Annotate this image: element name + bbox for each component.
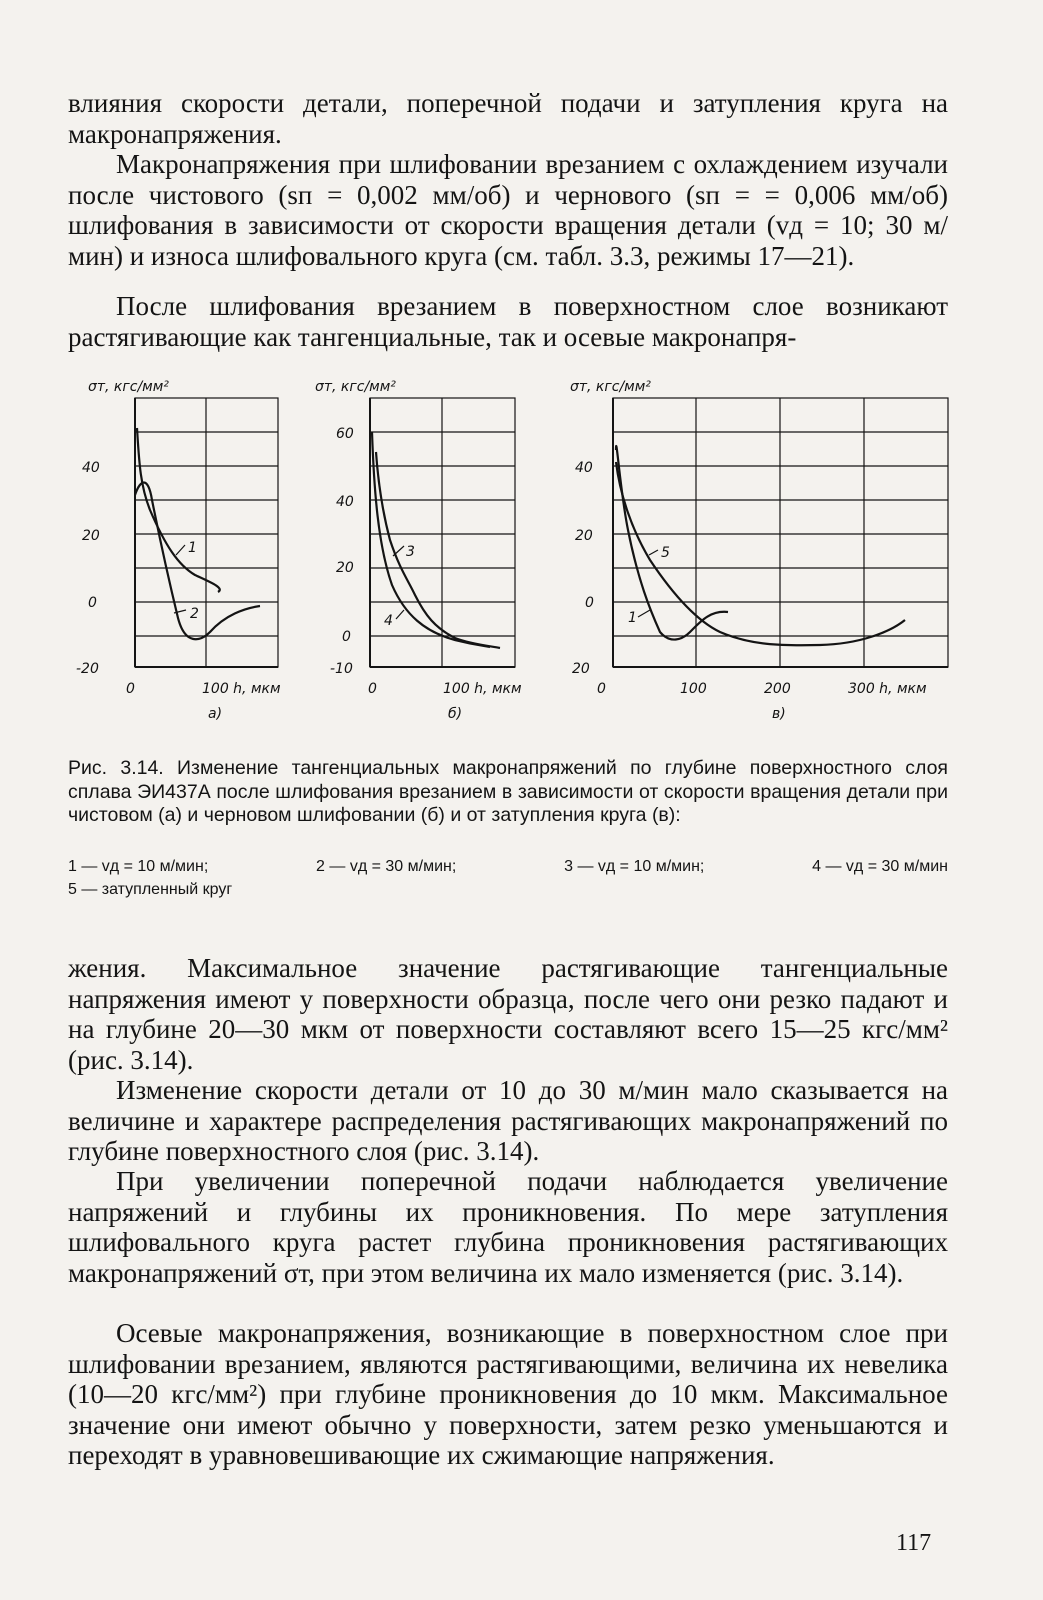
curve-1-blunt-leader [638,610,650,617]
legend-item-4: 4 — vд = 30 м/мин [812,858,948,875]
curve-label-3: 3 [406,544,415,560]
panel-c-y-tick: 40 [575,460,593,476]
curve-3 [376,452,500,648]
curve-1-leader [176,545,185,555]
legend-row [68,855,948,878]
panel-b-y-tick: 60 [336,426,354,442]
paragraph-study-conditions: Макронапряжения при шлифовании врезанием с охлаждением изучали после чистового (sп = 0,002 мм/об) и чернового (sп = = 0,006 мм/об) шлифования в зависимости от скорости вращения детали (vд = 10; 30 м/мин) и износа шлифовального круга (см. табл. 3.3, режимы 17—21). [68,149,948,271]
curve-4-leader [396,610,404,619]
paragraph-feed-effect: При увеличении поперечной подачи наблюдается увеличение напряжений и глубины их проникновения. По мере затупления шлифовального круга растет глубина проникновения растягивающих макронапряжений σт, при этом величина их мало изменяется (рис. 3.14). [68,1166,948,1288]
curve-label-1-blunt: 1 [628,610,637,626]
panel-c-y-tick: 20 [575,528,593,544]
panel-b-y-tick: -10 [330,661,353,677]
panel-c-y-tick: 20 [572,661,590,677]
panel-a-letter: а) [208,706,223,722]
curve-5-leader [649,550,658,555]
paragraph-max-value: жения. Максимальное значение растягивающие тангенциальные напряжения имеют у поверхности образца, после чего они резко падают и на глубине 20—30 мкм от поверхности составляют всего 15—25 кгс/мм² (рис. 3.14). [68,953,948,1075]
panel-c-y-tick: 0 [585,595,594,611]
curve-5 [616,462,905,645]
panel-b-letter: б) [448,706,463,722]
legend-item-3: 3 — vд = 10 м/мин; [564,858,705,875]
paragraph-axial-stress: Осевые макронапряжения, возникающие в поверхностном слое при шлифовании врезанием, являются растягивающими, величина их невелика (10—20 кгс/мм²) при глубине проникновения до 10 мкм. Максимальное значение они имеют обычно у поверхности, затем резко уменьшаются и переходят в уравновешивающие их сжимающие напряжения. [68,1318,948,1470]
paragraph-continuation: влияния скорости детали, поперечной подачи и затупления круга на макронапряжения. [68,88,948,149]
panel-b-x-unit: 100 h, мкм [443,681,522,697]
panel-a-y-tick: 20 [82,528,100,544]
panel-a-y-tick: 0 [88,595,97,611]
panel-c-y-label: σт, кгс/мм² [570,379,651,395]
legend-item-5: 5 — затупленный круг [68,881,233,898]
page-number: 117 [896,1530,932,1556]
panel-a-y-tick: 40 [82,460,100,476]
curve-label-1: 1 [188,540,197,556]
panel-a-x-tick: 0 [126,681,135,697]
panel-a-y-label: σт, кгс/мм² [88,379,169,395]
panel-c [570,379,948,722]
paragraph-speed-effect: Изменение скорости детали от 10 до 30 м/мин мало сказывается на величине и характере распределения растягивающих макронапряжений по глубине поверхностного слоя (рис. 3.14). [68,1075,948,1166]
panel-c-x-unit: 300 h, мкм [848,681,927,697]
panel-b-y-label: σт, кгс/мм² [315,379,396,395]
figure-caption: Рис. 3.14. Изменение тангенциальных макронапряжений по глубине поверхностного слоя сплава ЭИ437А после шлифования врезанием в зависимости от скорости вращения детали при чистовом (а) и черновом шлифовании (б) и от затупления круга (в): [68,757,948,826]
panel-b-x-tick: 0 [368,681,377,697]
curve-label-2: 2 [190,606,199,622]
panel-b-y-tick: 0 [342,629,351,645]
paragraph-after-grinding: После шлифования врезанием в поверхностном слое возникают растягивающие как тангенциальные, так и осевые макронапря- [68,291,948,352]
panel-a-x-unit: 100 h, мкм [202,681,281,697]
figure-legend [68,855,948,901]
curve-label-4: 4 [384,613,393,629]
panel-c-x-tick: 200 [764,681,791,697]
legend-item-1: 1 — vд = 10 м/мин; [68,858,209,875]
panel-a-y-tick: -20 [76,661,99,677]
panel-b-y-tick: 20 [336,560,354,576]
panel-c-x-tick: 0 [597,681,606,697]
panel-b [315,379,522,722]
figure-3-14 [60,370,960,750]
panel-c-letter: в) [772,706,786,722]
legend-item-2: 2 — vд = 30 м/мин; [316,858,457,875]
panel-b-y-tick: 40 [336,494,354,510]
curve-label-5: 5 [661,545,670,561]
panel-c-x-tick: 100 [680,681,707,697]
panel-a [76,379,281,722]
